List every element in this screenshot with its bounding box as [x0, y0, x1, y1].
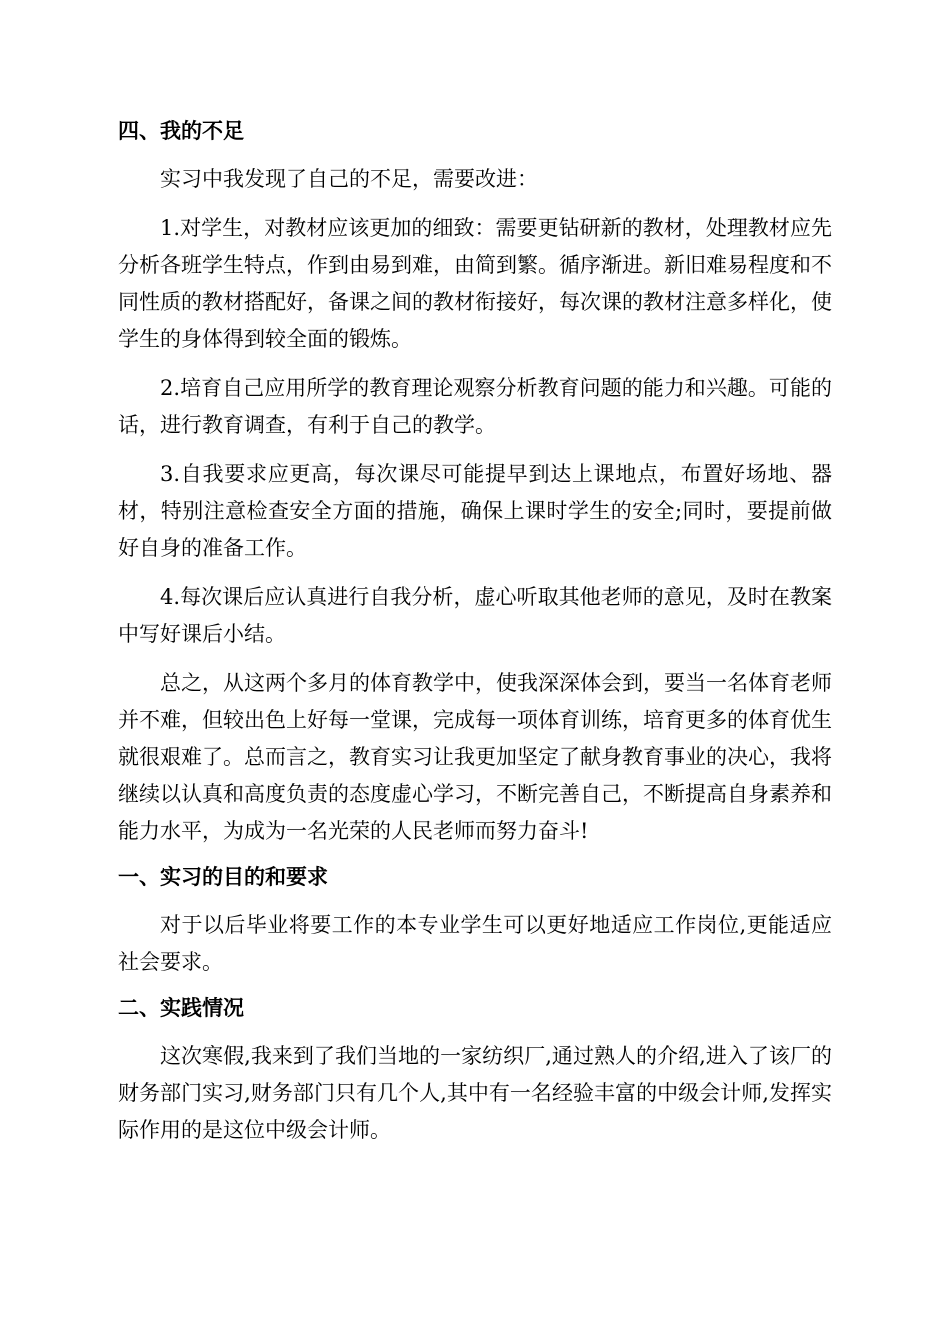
- paragraph: 1.对学生，对教材应该更加的细致：需要更钻研新的教材，处理教材应先分析各班学生特点，作到由易到难，由简到繁。循序渐进。新旧难易程度和不同性质的教材搭配好，备课之间的教材衔接好，每次课的教材注意多样化，使学生的身体得到较全面的锻炼。: [118, 216, 832, 351]
- paragraph: 总之，从这两个多月的体育教学中，使我深深体会到，要当一名体育老师并不难，但较出色上好每一堂课，完成每一项体育训练，培育更多的体育优生就很艰难了。总而言之，教育实习让我更加坚定了献身教育事业的决心，我将继续以认真和高度负责的态度虚心学习，不断完善自己，不断提高自身素养和能力水平，为成为一名光荣的人民老师而努力奋斗!: [118, 671, 832, 843]
- document-body: [118, 114, 832, 1149]
- paragraph: 这次寒假,我来到了我们当地的一家纺织厂,通过熟人的介绍,进入了该厂的财务部门实习,财务部门只有几个人,其中有一名经验丰富的中级会计师,发挥实际作用的是这位中级会计师。: [118, 1044, 832, 1142]
- paragraph: 2.培育自己应用所学的教育理论观察分析教育问题的能力和兴趣。可能的话，进行教育调查，有利于自己的教学。: [118, 376, 832, 437]
- paragraph: 实习中我发现了自己的不足，需要改进：: [160, 167, 538, 191]
- section-heading-purpose: 一、实习的目的和要求: [118, 865, 328, 889]
- paragraph: 3.自我要求应更高，每次课尽可能提早到达上课地点，布置好场地、器材，特别注意检查安全方面的措施，确保上课时学生的安全;同时，要提前做好自身的准备工作。: [118, 462, 832, 560]
- section-heading-practice: 二、实践情况: [118, 996, 244, 1020]
- paragraph: 4.每次课后应认真进行自我分析，虚心听取其他老师的意见，及时在教案中写好课后小结。: [118, 585, 832, 646]
- paragraph: 对于以后毕业将要工作的本专业学生可以更好地适应工作岗位,更能适应社会要求。: [118, 913, 832, 974]
- section-heading-shortcomings: 四、我的不足: [118, 119, 244, 143]
